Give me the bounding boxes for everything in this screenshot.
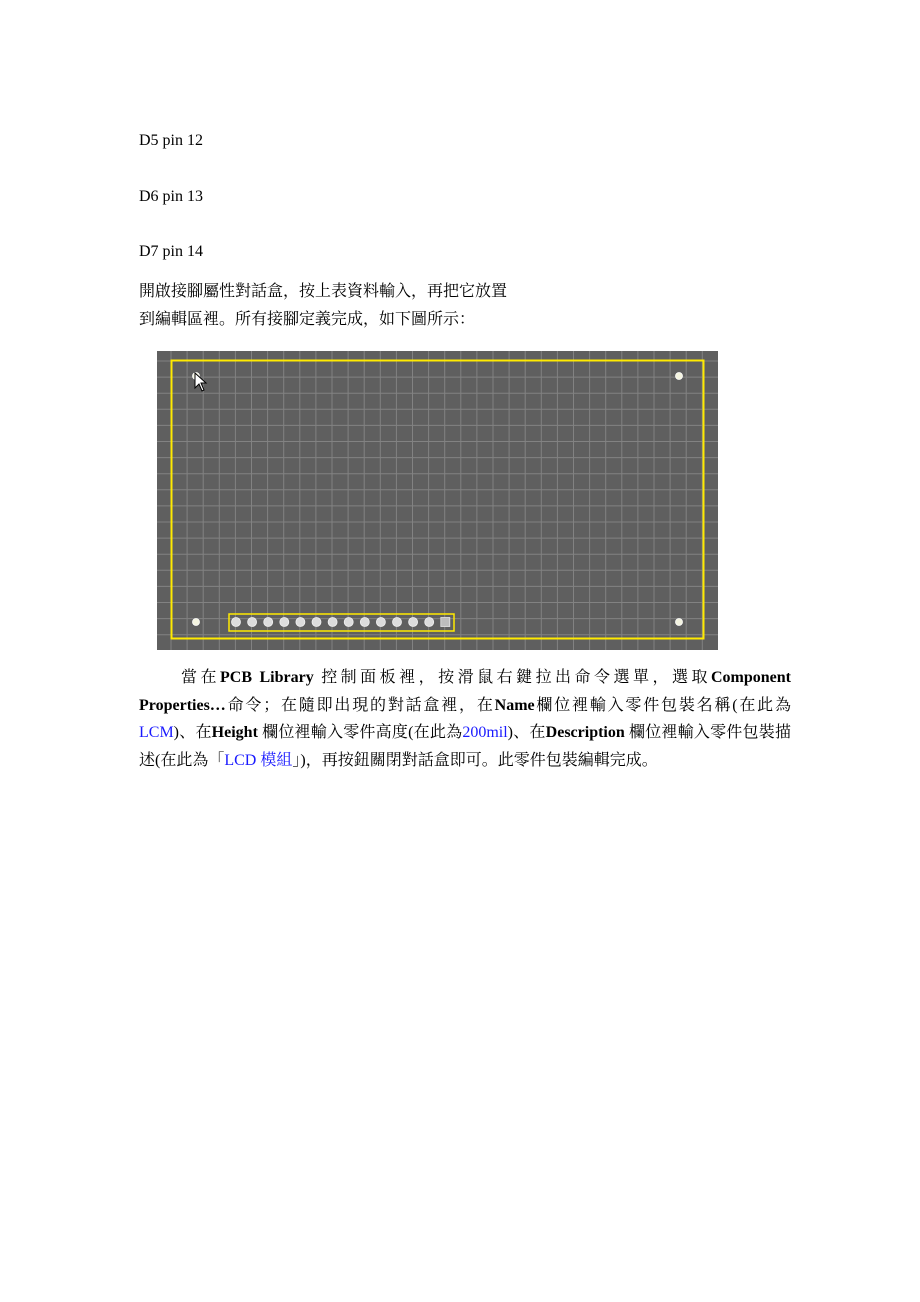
p2-value-lcm: LCM — [139, 724, 174, 741]
pad-13 — [425, 618, 434, 627]
pin-line-d5: D5 pin 12 — [139, 132, 203, 149]
pad-11 — [393, 618, 402, 627]
p2-text-3: 命令；在隨即出現的對話盒裡，在 — [225, 696, 495, 714]
pad-3 — [264, 618, 273, 627]
p2-text-7: )、在 — [507, 724, 546, 741]
p2-bold-pcb-library: PCB Library — [219, 669, 314, 686]
pad-10 — [376, 618, 385, 627]
pad-2 — [248, 618, 257, 627]
pcb-footprint-figure — [157, 351, 718, 650]
p2-text-8: 欄位裡輸入零件包裝描述(在此為「 — [139, 724, 791, 769]
pad-14 — [441, 618, 450, 627]
pad-12 — [409, 618, 418, 627]
p2-bold-name: Name — [494, 696, 535, 714]
paragraph-2 — [139, 664, 791, 774]
pad-8 — [344, 618, 353, 627]
p2-bold-height: Height — [211, 724, 258, 741]
p2-text-6: 欄位裡輸入零件高度(在此為 — [257, 724, 463, 741]
p2-text-1: 當在 — [181, 669, 220, 686]
pad-1 — [232, 618, 241, 627]
pad-9 — [360, 618, 369, 627]
pcb-background — [157, 351, 718, 650]
mounting-hole-2 — [676, 373, 683, 380]
mounting-hole-4 — [676, 619, 683, 626]
pad-6 — [312, 618, 321, 627]
p2-value-height: 200mil — [462, 724, 508, 741]
p2-bold-component-properties: Component Properties… — [139, 669, 791, 714]
pad-7 — [328, 618, 337, 627]
p2-text-5: )、在 — [173, 724, 212, 741]
p2-text-9: 」)，再按鈕關閉對話盒即可。此零件包裝編輯完成。 — [292, 751, 658, 769]
pin-line-d6: D6 pin 13 — [139, 188, 203, 205]
p2-value-description: LCD 模組 — [224, 751, 293, 769]
p2-text-4: 欄位裡輸入零件包裝名稱(在此為 — [534, 696, 791, 714]
pcb-canvas — [157, 351, 718, 650]
pin-line-d7: D7 pin 14 — [139, 243, 203, 260]
p2-text-2: 控制面板裡，按滑鼠右鍵拉出命令選單，選取 — [313, 669, 711, 686]
pad-5 — [296, 618, 305, 627]
p2-bold-description: Description — [545, 724, 625, 741]
mounting-hole-3 — [193, 619, 200, 626]
pad-4 — [280, 618, 289, 627]
paragraph-1-line-1: 開啟接腳屬性對話盒，按上表資料輸入，再把它放置 — [139, 283, 508, 300]
paragraph-1-line-2: 到編輯區裡。所有接腳定義完成，如下圖所示： — [139, 311, 476, 328]
